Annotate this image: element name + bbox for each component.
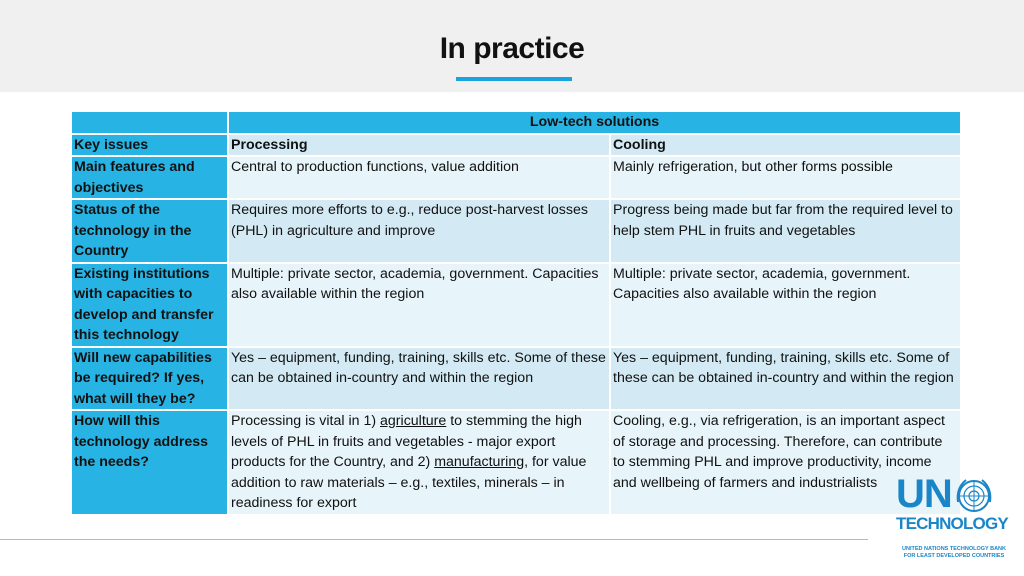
group-header-cell: Low-tech solutions <box>229 112 960 135</box>
table-row <box>72 409 960 514</box>
row-cooling-cell: Cooling, e.g., via refrigeration, is an important aspect of storage and processing. Therefore, can contribute to stemming PHL and improve productivity, income and wellbeing of farmers and industrialists <box>611 409 960 514</box>
table-row <box>72 346 960 410</box>
col-header-key-issues: Key issues <box>72 135 227 156</box>
manufacturing-link[interactable]: manufacturing <box>434 454 525 470</box>
row-issue-cell: Main features and objectives <box>72 155 227 198</box>
row-issue-cell: Existing institutions with capacities to develop and transfer this technology <box>72 262 227 346</box>
col-header-cooling: Cooling <box>611 135 960 156</box>
group-header-row <box>72 112 960 135</box>
slide-title: In practice <box>439 32 585 65</box>
row-issue-cell: Will new capabilities be required? If yes, what will they be? <box>72 346 227 410</box>
table-row <box>72 262 960 346</box>
row-cooling-cell: Mainly refrigeration, but other forms possible <box>611 155 960 198</box>
comparison-table <box>70 112 962 514</box>
col-header-processing: Processing <box>229 135 609 156</box>
row-cooling-cell: Yes – equipment, funding, training, skills etc. Some of these can be obtained in-country and within the region <box>611 346 960 410</box>
row-processing-cell: Central to production functions, value addition <box>229 155 609 198</box>
row-issue-cell: Status of the technology in the Country <box>72 198 227 262</box>
table-row <box>72 155 960 198</box>
row-issue-cell: How will this technology address the needs? <box>72 409 227 514</box>
un-emblem-icon <box>954 476 994 516</box>
processing-text-part: to stemming the high levels of PHL in fruits and vegetables - major export products for the Country, and 2) <box>231 413 582 470</box>
un-technology-logo <box>892 474 1012 568</box>
row-processing-cell: Requires more efforts to e.g., reduce post-harvest losses (PHL) in agriculture and improve <box>229 198 609 262</box>
column-header-row <box>72 135 960 156</box>
row-processing-cell: Multiple: private sector, academia, government. Capacities also available within the region <box>229 262 609 346</box>
header-corner-cell <box>72 112 227 135</box>
row-cooling-cell: Multiple: private sector, academia, government. Capacities also available within the region <box>611 262 960 346</box>
logo-un-text: UN <box>896 472 952 516</box>
processing-text-part: , for value addition to raw materials – e.g., textiles, minerals – in readiness for export <box>231 454 587 511</box>
processing-text-part: Processing is vital in 1) <box>231 413 381 429</box>
row-processing-cell: Yes – equipment, funding, training, skills etc. Some of these can be obtained in-country and within the region <box>229 346 609 410</box>
logo-subtitle: UNITED NATIONS TECHNOLOGY BANK FOR LEAST DEVELOPED COUNTRIES <box>902 546 1006 559</box>
table-row <box>72 198 960 262</box>
logo-technology-text: TECHNOLOGY <box>896 514 1008 533</box>
footer-divider <box>0 539 868 540</box>
title-underline <box>456 77 572 81</box>
agriculture-link[interactable]: agriculture <box>380 413 447 429</box>
row-processing-cell <box>229 409 609 514</box>
row-cooling-cell: Progress being made but far from the required level to help stem PHL in fruits and vegetables <box>611 198 960 262</box>
